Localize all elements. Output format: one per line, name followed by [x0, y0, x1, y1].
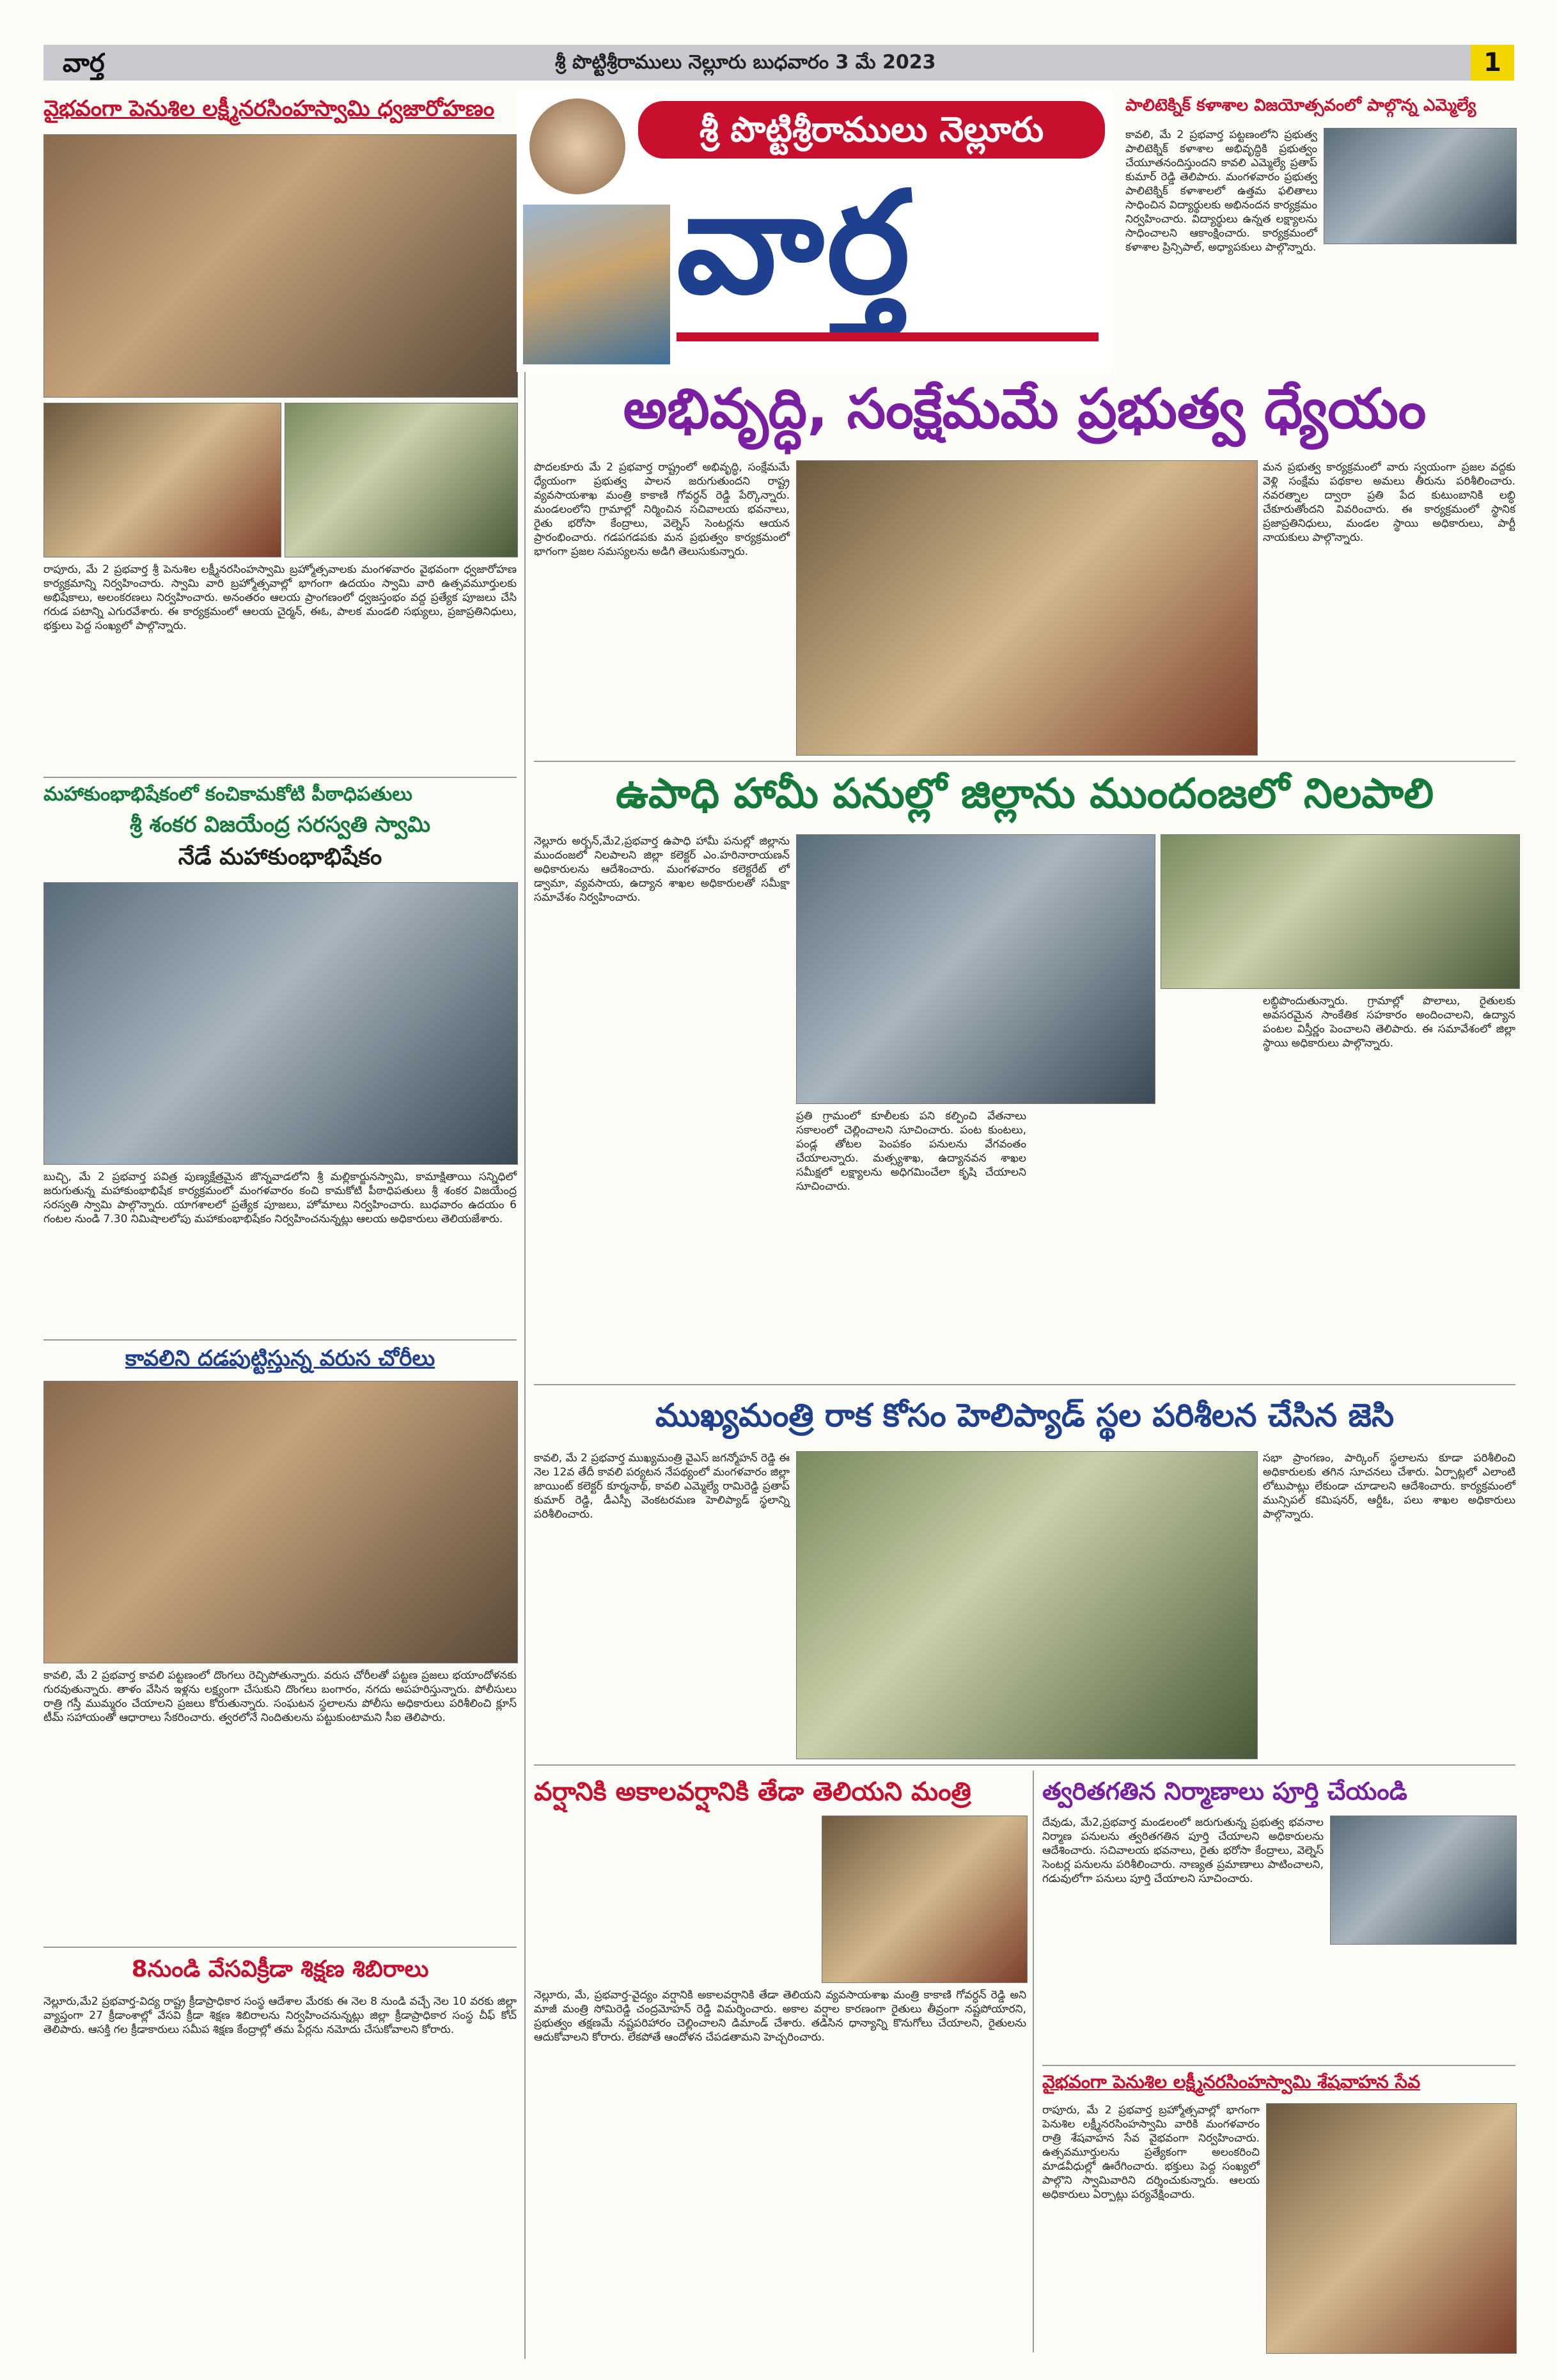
founder-portrait — [529, 98, 625, 194]
development-body-1: పొదలకూరు మే 2 ప్రభవార్త రాష్ట్రంలో అభివృద్ధి, సంక్షేమమే ధ్యేయంగా ప్రభుత్వ పాలన జరుగుతుందని రాష్ట్ర వ్యవసాయశాఖ మంత్రి కాకాణి గోవర్ధన్ రెడ్డి పేర్కొన్నారు. మండలంలోని గ్రామాల్లో నిర్మించిన సచివాలయ భవనాలు, రైతు భరోసా కేంద్రాలు, వెల్నెస్ సెంటర్లను ఆయన ప్రారంభించారు. గడపగడపకు మన ప్రభుత్వం కార్యక్రమంలో భాగంగా ప్రజల సమస్యలను అడిగి తెలుసుకున్నారు. — [534, 461, 790, 558]
sports-headline: 8నుండి వేసవిక్రీడా శిక్షణ శిబిరాలు — [131, 1956, 429, 1982]
helipad-body-2: సభా ప్రాంగణం, పార్కింగ్ స్థలాలను కూడా పరిశీలించి అధికారులకు తగిన సూచనలు చేశారు. ఏర్పాట్లలో ఎలాంటి లోటుపాట్లు లేకుండా చూడాలని ఆదేశించారు. కార్యక్రమంలో మున్సిపల్ కమిషనర్, ఆర్డీఓ, పలు శాఖల అధికారులు పాల్గొన్నారు. — [1263, 1452, 1515, 1521]
minister-photo — [822, 1816, 1028, 1983]
masthead-underline — [677, 332, 1099, 341]
thefts-photo — [43, 1381, 518, 1663]
minister-headline: వర్షానికి అకాలవర్షానికి తేడా తెలియని మంత్రి — [534, 1777, 971, 1807]
temple-photo-3 — [285, 403, 518, 557]
nrega-photo-1 — [796, 834, 1155, 1104]
nrega-headline: ఉపాధి హామీ పనుల్లో జిల్లాను ముందంజలో నిలపాలి — [615, 770, 1434, 818]
thefts-body: కావలి, మే 2 ప్రభవార్త కావలి పట్టణంలో దొంగలు రెచ్చిపోతున్నారు. వరుస చోరీలతో పట్టణ ప్రజలు భయాందోళనకు గురవుతున్నారు. తాళం వేసిన ఇళ్లను లక్ష్యంగా చేసుకుని దొంగలు బంగారం, నగదు అపహరిస్తున్నారు. పోలీసులు రాత్రి గస్తీ ముమ్మరం చేయాలని ప్రజలు కోరుతున్నారు. సంఘటన స్థలాలను పోలీసు అధికారులు పరిశీలించి క్లూస్ టీమ్ సహాయంతో ఆధారాలు సేకరించారు. త్వరలోనే నిందితులను పట్టుకుంటామని సీఐ తెలిపారు. — [43, 1669, 517, 1724]
divider — [534, 1764, 1515, 1766]
masthead-logo: వార్త — [677, 161, 913, 325]
nrega-body-3: లబ్ధిపొందుతున్నారు. గ్రామాల్లో పొలాలు, రైతులకు అవసరమైన సాంకేతిక సహకారం అందించాలని, ఉద్యాన పంటల విస్తీర్ణం పెంచాలని తెలిపారు. ఈ సమావేశంలో జిల్లా స్థాయి అధికారులు పాల్గొన్నారు. — [1263, 995, 1515, 1050]
kanchi-photo — [43, 882, 518, 1165]
divider — [43, 1947, 517, 1948]
construction-body: దేవుడు, మే2,ప్రభవార్త మండలంలో జరుగుతున్న ప్రభుత్వ భవనాల నిర్మాణ పనులను త్వరితగతిన పూర్తి చేయాలని అధికారులను ఆదేశించారు. సచివాలయ భవనాలు, రైతు భరోసా కేంద్రాలు, వెల్నెస్ సెంటర్ల పనులను పరిశీలించారు. నాణ్యత ప్రమాణాలు పాటించాలని, గడువులోగా పనులు పూర్తి చేయాలని సూచించారు. — [1042, 1816, 1324, 1885]
divider — [1042, 2065, 1515, 2066]
kanchi-headline: మహాకుంభాభిషేకంలో కంచికామకోటి పీఠాధిపతులు — [43, 783, 412, 805]
nrega-body-2: ప్రతి గ్రామంలో కూలీలకు పని కల్పించి వేతనాలు సకాలంలో చెల్లించాలని సూచించారు. పంట కుంటలు, పండ్ల తోటల పెంపకం పనులను వేగవంతం చేయాలన్నారు. మత్స్యశాఖ, ఉద్యానవన శాఖల సమీక్షలో లక్ష్యాలను అధిగమించేలా కృషి చేయాలని సూచించారు. — [796, 1110, 1026, 1193]
divider — [534, 1384, 1515, 1385]
header-dateline: శ్రీ పొట్టిశ్రీరాములు నెల్లూరు బుధవారం 3 మే 2023 — [555, 51, 936, 74]
header-bar — [43, 45, 1514, 81]
temple-body: రాపూరు, మే 2 ప్రభవార్త శ్రీ పెనుశిల లక్ష్మీనరసింహస్వామి బ్రహ్మోత్సవాలకు మంగళవారం వైభవంగా ధ్వజారోహణ కార్యక్రమాన్ని నిర్వహించారు. స్వామి వారి బ్రహ్మోత్సవాల్లో భాగంగా ఉదయం స్వామి వారి ఉత్సవమూర్తులకు అభిషేకాలు, అలంకరణలు నిర్వహించారు. అనంతరం ఆలయ ప్రాంగణంలో ధ్వజస్తంభం వద్ద ప్రత్యేక పూజలు చేసి గరుడ పటాన్ని ఎగురవేశారు. ఈ కార్యక్రమంలో ఆలయ చైర్మన్, ఈఓ, పాలక మండలి సభ్యులు, ప్రజాప్రతినిధులు, భక్తులు పెద్ద సంఖ్యలో పాల్గొన్నారు. — [43, 563, 517, 632]
kanchi-body: బుచ్చి, మే 2 ప్రభవార్త పవిత్ర పుణ్యక్షేత్రమైన జొన్నవాడలోని శ్రీ మల్లికార్జునస్వామి, కామాక్షితాయి సన్నిధిలో జరుగుతున్న మహాకుంభాభిషేక కార్యక్రమంలో మంగళవారం కంచి కామకోటి పీఠాధిపతులు శ్రీ శంకర విజయేంద్ర సరస్వతి స్వామి పాల్గొన్నారు. యాగశాలలో ప్రత్యేక పూజలు, హోమాలు నిర్వహించారు. బుధవారం ఉదయం 6 గంటల నుండి 7.30 నిమిషాలలోపు మహాకుంభాభిషేకం నిర్వహించనున్నట్లు ఆలయ అధికారులు తెలియజేశారు. — [43, 1171, 517, 1225]
seshavahana-photo — [1266, 2103, 1517, 2354]
column-rule — [1033, 1771, 1034, 2353]
divider — [43, 1339, 517, 1341]
temple-photo — [43, 134, 518, 398]
masthead-band: శ్రీ పొట్టిశ్రీరాములు నెల్లూరు — [638, 101, 1105, 159]
divider — [534, 761, 1515, 762]
temple-headline: వైభవంగా పెనుశిల లక్ష్మీనరసింహస్వామి ధ్వజారోహణం — [43, 96, 495, 121]
development-body-2: మన ప్రభుత్వ కార్యక్రమంలో వారు స్వయంగా ప్రజల వద్దకు వెళ్లి సంక్షేమ పథకాల అమలు తీరును పరిశీలించారు. నవరత్నాల ద్వారా ప్రతి పేద కుటుంబానికి లబ్ధి చేకూరుతోందని వివరించారు. ఈ కార్యక్రమంలో స్థానిక ప్రజాప్రతినిధులు, మండల స్థాయి అధికారులు, పార్టీ నాయకులు పాల్గొన్నారు. — [1263, 461, 1515, 544]
construction-photo — [1330, 1816, 1517, 1945]
helipad-photo — [796, 1451, 1258, 1759]
development-headline: అభివృద్ధి, సంక్షేమమే ప్రభుత్వ ధ్యేయం — [623, 377, 1427, 441]
masthead-montage — [523, 205, 670, 364]
page-number: 1 — [1471, 45, 1514, 81]
header-brand: వార్త — [63, 49, 105, 78]
construction-headline: త్వరితగతిన నిర్మాణాలు పూర్తి చేయండి — [1042, 1777, 1407, 1805]
nrega-body-4 — [1033, 1109, 1256, 1378]
column-rule — [524, 96, 526, 2359]
polytechnic-headline: పాలిటెక్నిక్ కళాశాల విజయోత్సవంలో పాల్గొన్న ఎమ్మెల్యే — [1125, 96, 1476, 115]
sports-body: నెల్లూరు,మే2 ప్రభవార్త-విద్య రాష్ట్ర క్రీడాప్రాధికార సంస్థ ఆదేశాల మేరకు ఈ నెల 8 నుండి వచ్చే నెల 10 వరకు జిల్లా వ్యాప్తంగా 27 క్రీడాంశాల్లో వేసవి క్రీడా శిక్షణ శిబిరాలను నిర్వహించనున్నట్లు జిల్లా క్రీడాప్రాధికార సంస్థ చీఫ్ కోచ్ తెలిపారు. ఆసక్తి గల క్రీడాకారులు సమీప శిక్షణ కేంద్రాల్లో తమ పేర్లను నమోదు చేసుకోవాలని కోరారు. — [43, 1995, 517, 2036]
kanchi-subhead: శ్రీ శంకర విజయేంద్ర సరస్వతి స్వామి — [129, 812, 431, 837]
polytechnic-photo — [1324, 128, 1517, 244]
nrega-photo-2 — [1161, 834, 1520, 989]
thefts-headline: కావలిని దడపుట్టిస్తున్న వరుస చోరీలు — [125, 1346, 435, 1371]
kanchi-subhead-2: నేడే మహాకుంభాభిషేకం — [178, 844, 382, 870]
helipad-body-1: కావలి, మే 2 ప్రభవార్త ముఖ్యమంత్రి వైఎస్ జగన్మోహన్ రెడ్డి ఈ నెల 12వ తేదీ కావలి పర్యటన నేపథ్యంలో మంగళవారం జిల్లా జాయింట్ కలెక్టర్ కూర్మనాథ్, కావలి ఎమ్మెల్యే రామిరెడ్డి ప్రతాప్ కుమార్ రెడ్డి, డీఎస్పీ వెంకటరమణ హెలిప్యాడ్ స్థలాన్ని పరిశీలించారు. — [534, 1452, 790, 1521]
seshavahana-headline: వైభవంగా పెనుశిల లక్ష్మీనరసింహస్వామి శేషవాహన సేవ — [1042, 2071, 1421, 2092]
minister-body: నెల్లూరు, మే, ప్రభవార్త-వైద్యం వర్షానికి అకాలవర్షానికి తేడా తెలియని వ్యవసాయశాఖ మంత్రి కాకాణి గోవర్ధన్ రెడ్డి అని మాజీ మంత్రి సోమిరెడ్డి చంద్రమోహన్ రెడ్డి విమర్శించారు. అకాల వర్షాల కారణంగా రైతులు తీవ్రంగా నష్టపోయారని, ప్రభుత్వం తక్షణమే నష్టపరిహారం చెల్లించాలని డిమాండ్ చేశారు. తడిసిన ధాన్యాన్ని కొనుగోలు చేయాలని, రైతులను ఆదుకోవాలని కోరారు. లేకపోతే ఆందోళన చేపడతామని హెచ్చరించారు. — [534, 1989, 1026, 2044]
nrega-body-1: నెల్లూరు అర్బన్,మే2,ప్రభవార్త ఉపాధి హామీ పనుల్లో జిల్లాను ముందంజలో నిలపాలని జిల్లా కలెక్టర్ ఎం.హరినారాయణన్ అధికారులను ఆదేశించారు. మంగళవారం కలెక్టరేట్ లో డ్వామా, వ్యవసాయ, ఉద్యాన శాఖల అధికారులతో సమీక్షా సమావేశం నిర్వహించారు. — [534, 835, 790, 904]
polytechnic-body-more — [1125, 249, 1515, 371]
divider — [43, 777, 517, 778]
seshavahana-body: రాపూరు, మే 2 ప్రభవార్త బ్రహ్మోత్సవాల్లో భాగంగా పెనుశిల లక్ష్మీనరసింహస్వామి వారికి మంగళవారం రాత్రి శేషవాహన సేవ వైభవంగా నిర్వహించారు. ఉత్సవమూర్తులను ప్రత్యేకంగా అలంకరించి మాడవీధుల్లో ఊరేగించారు. భక్తులు పెద్ద సంఖ్యలో పాల్గొని స్వామివారిని దర్శించుకున్నారు. ఆలయ అధికారులు ఏర్పాట్లు పర్యవేక్షించారు. — [1042, 2104, 1260, 2201]
minister-body-intro — [534, 1816, 815, 1969]
temple-photo-2 — [43, 403, 281, 557]
helipad-headline: ముఖ్యమంత్రి రాక కోసం హెలిప్యాడ్ స్థల పరిశీలన చేసిన జెసి — [655, 1397, 1395, 1434]
polytechnic-body: కావలి, మే 2 ప్రభవార్త పట్టణంలోని ప్రభుత్వ పాలిటెక్నిక్ కళాశాల అభివృద్ధికి ప్రభుత్వం చేయూతనందిస్తుందని కావలి ఎమ్మెల్యే ప్రతాప్ కుమార్ రెడ్డి తెలిపారు. మంగళవారం ప్రభుత్వ పాలిటెక్నిక్ కళాశాలలో ఉత్తమ ఫలితాలు సాధించిన విద్యార్థులకు అభినందన కార్యక్రమం నిర్వహించారు. విద్యార్థులు ఉన్నత లక్ష్యాలను సాధించాలని ఆకాంక్షించారు. కార్యక్రమంలో కళాశాల ప్రిన్సిపాల్, అధ్యాపకులు పాల్గొన్నారు. — [1125, 128, 1317, 254]
masthead — [517, 89, 1111, 372]
development-photo — [796, 460, 1258, 756]
